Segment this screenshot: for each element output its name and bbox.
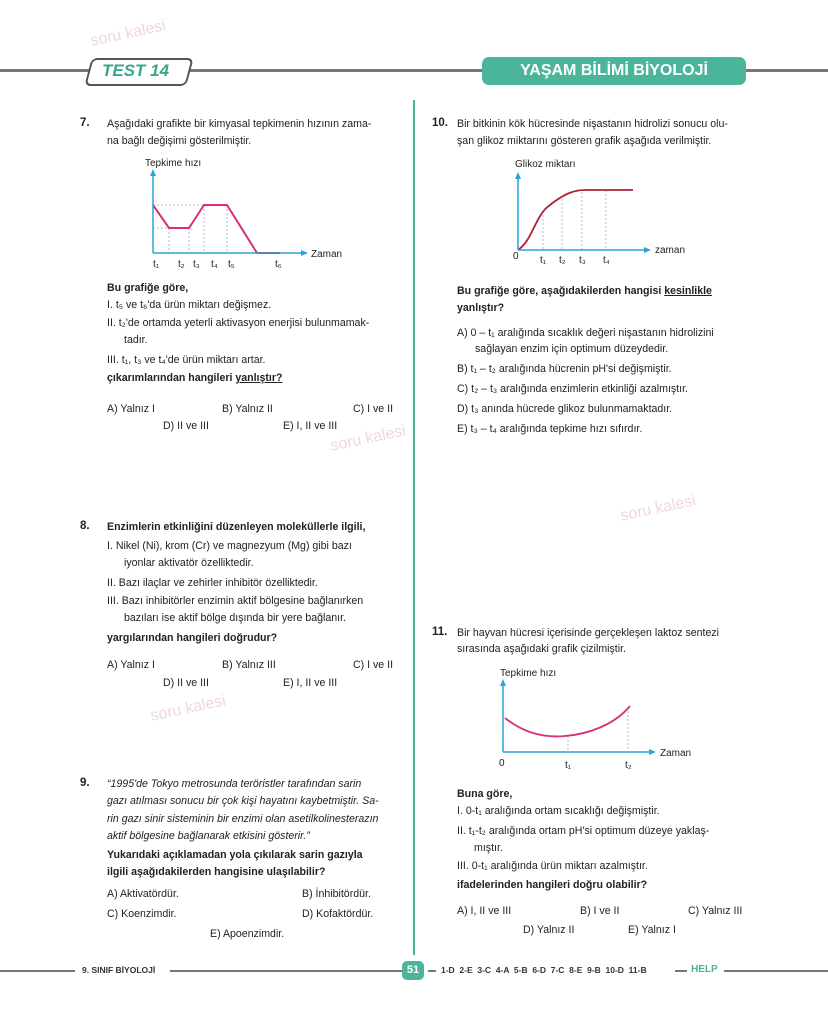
tick-label: t₆ [275, 259, 282, 270]
option-e[interactable]: E) t₃ – t₄ aralığında tepkime hızı sıfırdır. [457, 423, 643, 435]
x-axis-label: Zaman [311, 249, 343, 260]
guide-lines [153, 205, 227, 253]
x-axis-label: zaman [655, 245, 686, 256]
origin-label: 0 [513, 251, 519, 262]
glucose-graph [505, 155, 705, 267]
y-axis-label: Glikoz miktarı [515, 159, 576, 170]
test-label: TEST 14 [102, 61, 170, 80]
question-prompt: yargılarından hangileri doğrudur? [107, 632, 278, 644]
option-b[interactable]: B) t₁ – t₂ aralığında hücrenin pH'si değişmiştir. [457, 363, 672, 375]
question-prompt: Bu grafiğe göre, aşağıdakilerden hangisi kesinlikle [457, 285, 712, 297]
statement: II. t₂'de ortamda yeterli aktivasyon enerjisi bulunmamak- [107, 317, 370, 329]
column-divider [413, 100, 415, 955]
help-label: HELP [691, 964, 718, 975]
statement: II. Bazı ilaçlar ve zehirler inhibitör özelliktedir. [107, 577, 318, 589]
option-a[interactable]: A) Yalnız I [107, 403, 155, 415]
page-number: 51 [402, 961, 424, 980]
arrow-icon [500, 679, 506, 686]
footer-rule [428, 970, 436, 972]
question-prompt: ifadelerinden hangileri doğru olabilir? [457, 879, 648, 891]
option-a[interactable]: A) 0 – t₁ aralığında sıcaklık değeri nişastanın hidrolizini [457, 327, 714, 339]
statement: I. 0-t₁ aralığında ortam sıcaklığı değişmiştir. [457, 805, 660, 817]
option-c[interactable]: C) Yalnız III [688, 905, 743, 917]
quote-text: aktif bölgesine bağlanarak etkisini gösterir.” [107, 830, 310, 842]
tick-label: t₁ [540, 255, 547, 266]
header-rule [0, 69, 90, 72]
tick-label: t₃ [579, 255, 586, 266]
question-prompt: çıkarımlarından hangileri yanlıştır? [107, 372, 283, 384]
watermark: soru kalesi [148, 692, 228, 725]
option-a[interactable]: sağlayan enzim için optimum düzeydedir. [475, 343, 669, 355]
option-d[interactable]: D) II ve III [163, 420, 209, 432]
statement: I. t₅ ve t₆'da ürün miktarı değişmez. [107, 299, 272, 311]
quote-text: rin gazı sinir sisteminin bir enzimi olan asetilkolinesterazın [107, 813, 379, 825]
origin-label: 0 [499, 758, 505, 769]
option-e[interactable]: E) I, II ve III [283, 420, 338, 432]
option-a[interactable]: A) Aktivatördür. [107, 888, 179, 900]
y-axis-label: Tepkime hızı [145, 158, 202, 169]
option-b[interactable]: B) Yalnız III [222, 659, 276, 671]
tick-label: t₄ [603, 255, 610, 266]
option-b[interactable]: B) Yalnız II [222, 403, 273, 415]
statement: III. Bazı inhibitörler enzimin aktif bölgesine bağlanırken [107, 595, 364, 607]
quote-text: gazı atılması sonucu bir çok kişi hayatını kaybetmiştir. Sa- [107, 795, 379, 807]
glucose-curve [518, 190, 633, 250]
option-d[interactable]: D) II ve III [163, 677, 209, 689]
lead-text: Bu grafiğe göre, [107, 282, 189, 294]
footer-book: 9. SINIF BİYOLOJİ [82, 965, 156, 975]
lactose-rate-graph [490, 662, 710, 774]
question-stem: Aşağıdaki grafikte bir kimyasal tepkimenin hızının zama- [107, 118, 372, 130]
statement: mıştır. [474, 842, 503, 854]
statement: I. Nikel (Ni), krom (Cr) ve magnezyum (Mg) gibi bazı [107, 540, 352, 552]
reaction-rate-graph [140, 155, 370, 270]
tick-label: t₂ [625, 760, 632, 771]
header-rule [185, 69, 485, 72]
arrow-icon [150, 169, 156, 176]
footer-rule [724, 970, 828, 972]
question-stem: sırasında aşağıdaki grafik çizilmiştir. [457, 643, 626, 655]
question-prompt: Yukarıdaki açıklamadan yola çıkılarak sarin gazıyla [107, 849, 363, 861]
arrow-icon [649, 749, 656, 755]
option-d[interactable]: D) Kofaktördür. [302, 908, 374, 920]
option-e[interactable]: E) Yalnız I [628, 924, 676, 936]
tick-label: t₁ [565, 760, 572, 771]
question-stem: Bir hayvan hücresi içerisinde gerçekleşen laktoz sentezi [457, 627, 720, 639]
question-prompt: yanlıştır? [457, 302, 505, 314]
subject-banner: YAŞAM BİLİMİ BİYOLOJİ [482, 57, 746, 85]
statement: III. t₁, t₃ ve t₄'de ürün miktarı artar. [107, 354, 266, 366]
option-b[interactable]: B) I ve II [580, 905, 620, 917]
statement: tadır. [124, 334, 148, 346]
option-a[interactable]: A) I, II ve III [457, 905, 512, 917]
option-a[interactable]: A) Yalnız I [107, 659, 155, 671]
statement: III. 0-t₁ aralığında ürün miktarı azalmıştır. [457, 860, 648, 872]
y-axis-label: Tepkime hızı [500, 668, 557, 679]
footer-rule [675, 970, 687, 972]
statement: bazıları ise aktif bölge dışında bir yere bağlanır. [124, 612, 347, 624]
rate-curve [505, 706, 630, 736]
option-b[interactable]: B) İnhibitördür. [302, 888, 371, 900]
x-axis-label: Zaman [660, 748, 692, 759]
tick-label: t₃ [193, 259, 200, 270]
arrow-icon [301, 250, 308, 256]
watermark: soru kalesi [88, 17, 168, 50]
tick-label: t₅ [228, 259, 235, 270]
question-number: 7. [80, 117, 90, 129]
tick-label: t₁ [153, 259, 160, 270]
option-d[interactable]: D) Yalnız II [523, 924, 575, 936]
quote-text: “1995'de Tokyo metrosunda teröristler tarafından sarin [107, 778, 362, 790]
question-number: 8. [80, 520, 90, 532]
question-number: 10. [432, 117, 448, 129]
watermark: soru kalesi [328, 422, 408, 455]
question-prompt: ilgili aşağıdakilerden hangisine ulaşılabilir? [107, 866, 326, 878]
rate-curve [153, 205, 280, 253]
lead-text: Buna göre, [457, 788, 513, 800]
option-e[interactable]: E) I, II ve III [283, 677, 338, 689]
statement: iyonlar aktivatör özelliktedir. [124, 557, 254, 569]
statement: II. t₁-t₂ aralığında ortam pH'si optimum düzeye yaklaş- [457, 825, 710, 837]
footer-rule [170, 970, 402, 972]
question-stem: şan glikoz miktarını gösteren grafik aşağıda verilmiştir. [457, 135, 712, 147]
question-stem: na bağlı değişimi gösterilmiştir. [107, 135, 252, 147]
answer-key: 1-D 2-E 3-C 4-A 5-B 6-D 7-C 8-E 9-B 10-D 11-B [441, 965, 647, 975]
question-stem: Bir bitkinin kök hücresinde nişastanın hidrolizi sonucu olu- [457, 118, 728, 130]
question-number: 11. [432, 626, 448, 638]
tick-label: t₂ [178, 259, 185, 270]
footer-rule [0, 970, 75, 972]
option-e[interactable]: E) Apoenzimdir. [210, 928, 285, 940]
header-rule [745, 69, 828, 72]
question-number: 9. [80, 777, 90, 789]
watermark: soru kalesi [618, 492, 698, 525]
tick-label: t₂ [559, 255, 566, 266]
option-c[interactable]: C) I ve II [353, 659, 394, 671]
option-c[interactable]: C) t₂ – t₃ aralığında enzimlerin etkinliği azalmıştır. [457, 383, 688, 395]
option-c[interactable]: C) I ve II [353, 403, 394, 415]
question-stem: Enzimlerin etkinliğini düzenleyen moleküllerle ilgili, [107, 521, 366, 533]
option-d[interactable]: D) t₃ anında hücrede glikoz bulunmamaktadır. [457, 403, 673, 415]
arrow-icon [515, 172, 521, 179]
arrow-icon [644, 247, 651, 253]
tick-label: t₄ [211, 259, 218, 270]
option-c[interactable]: C) Koenzimdir. [107, 908, 177, 920]
